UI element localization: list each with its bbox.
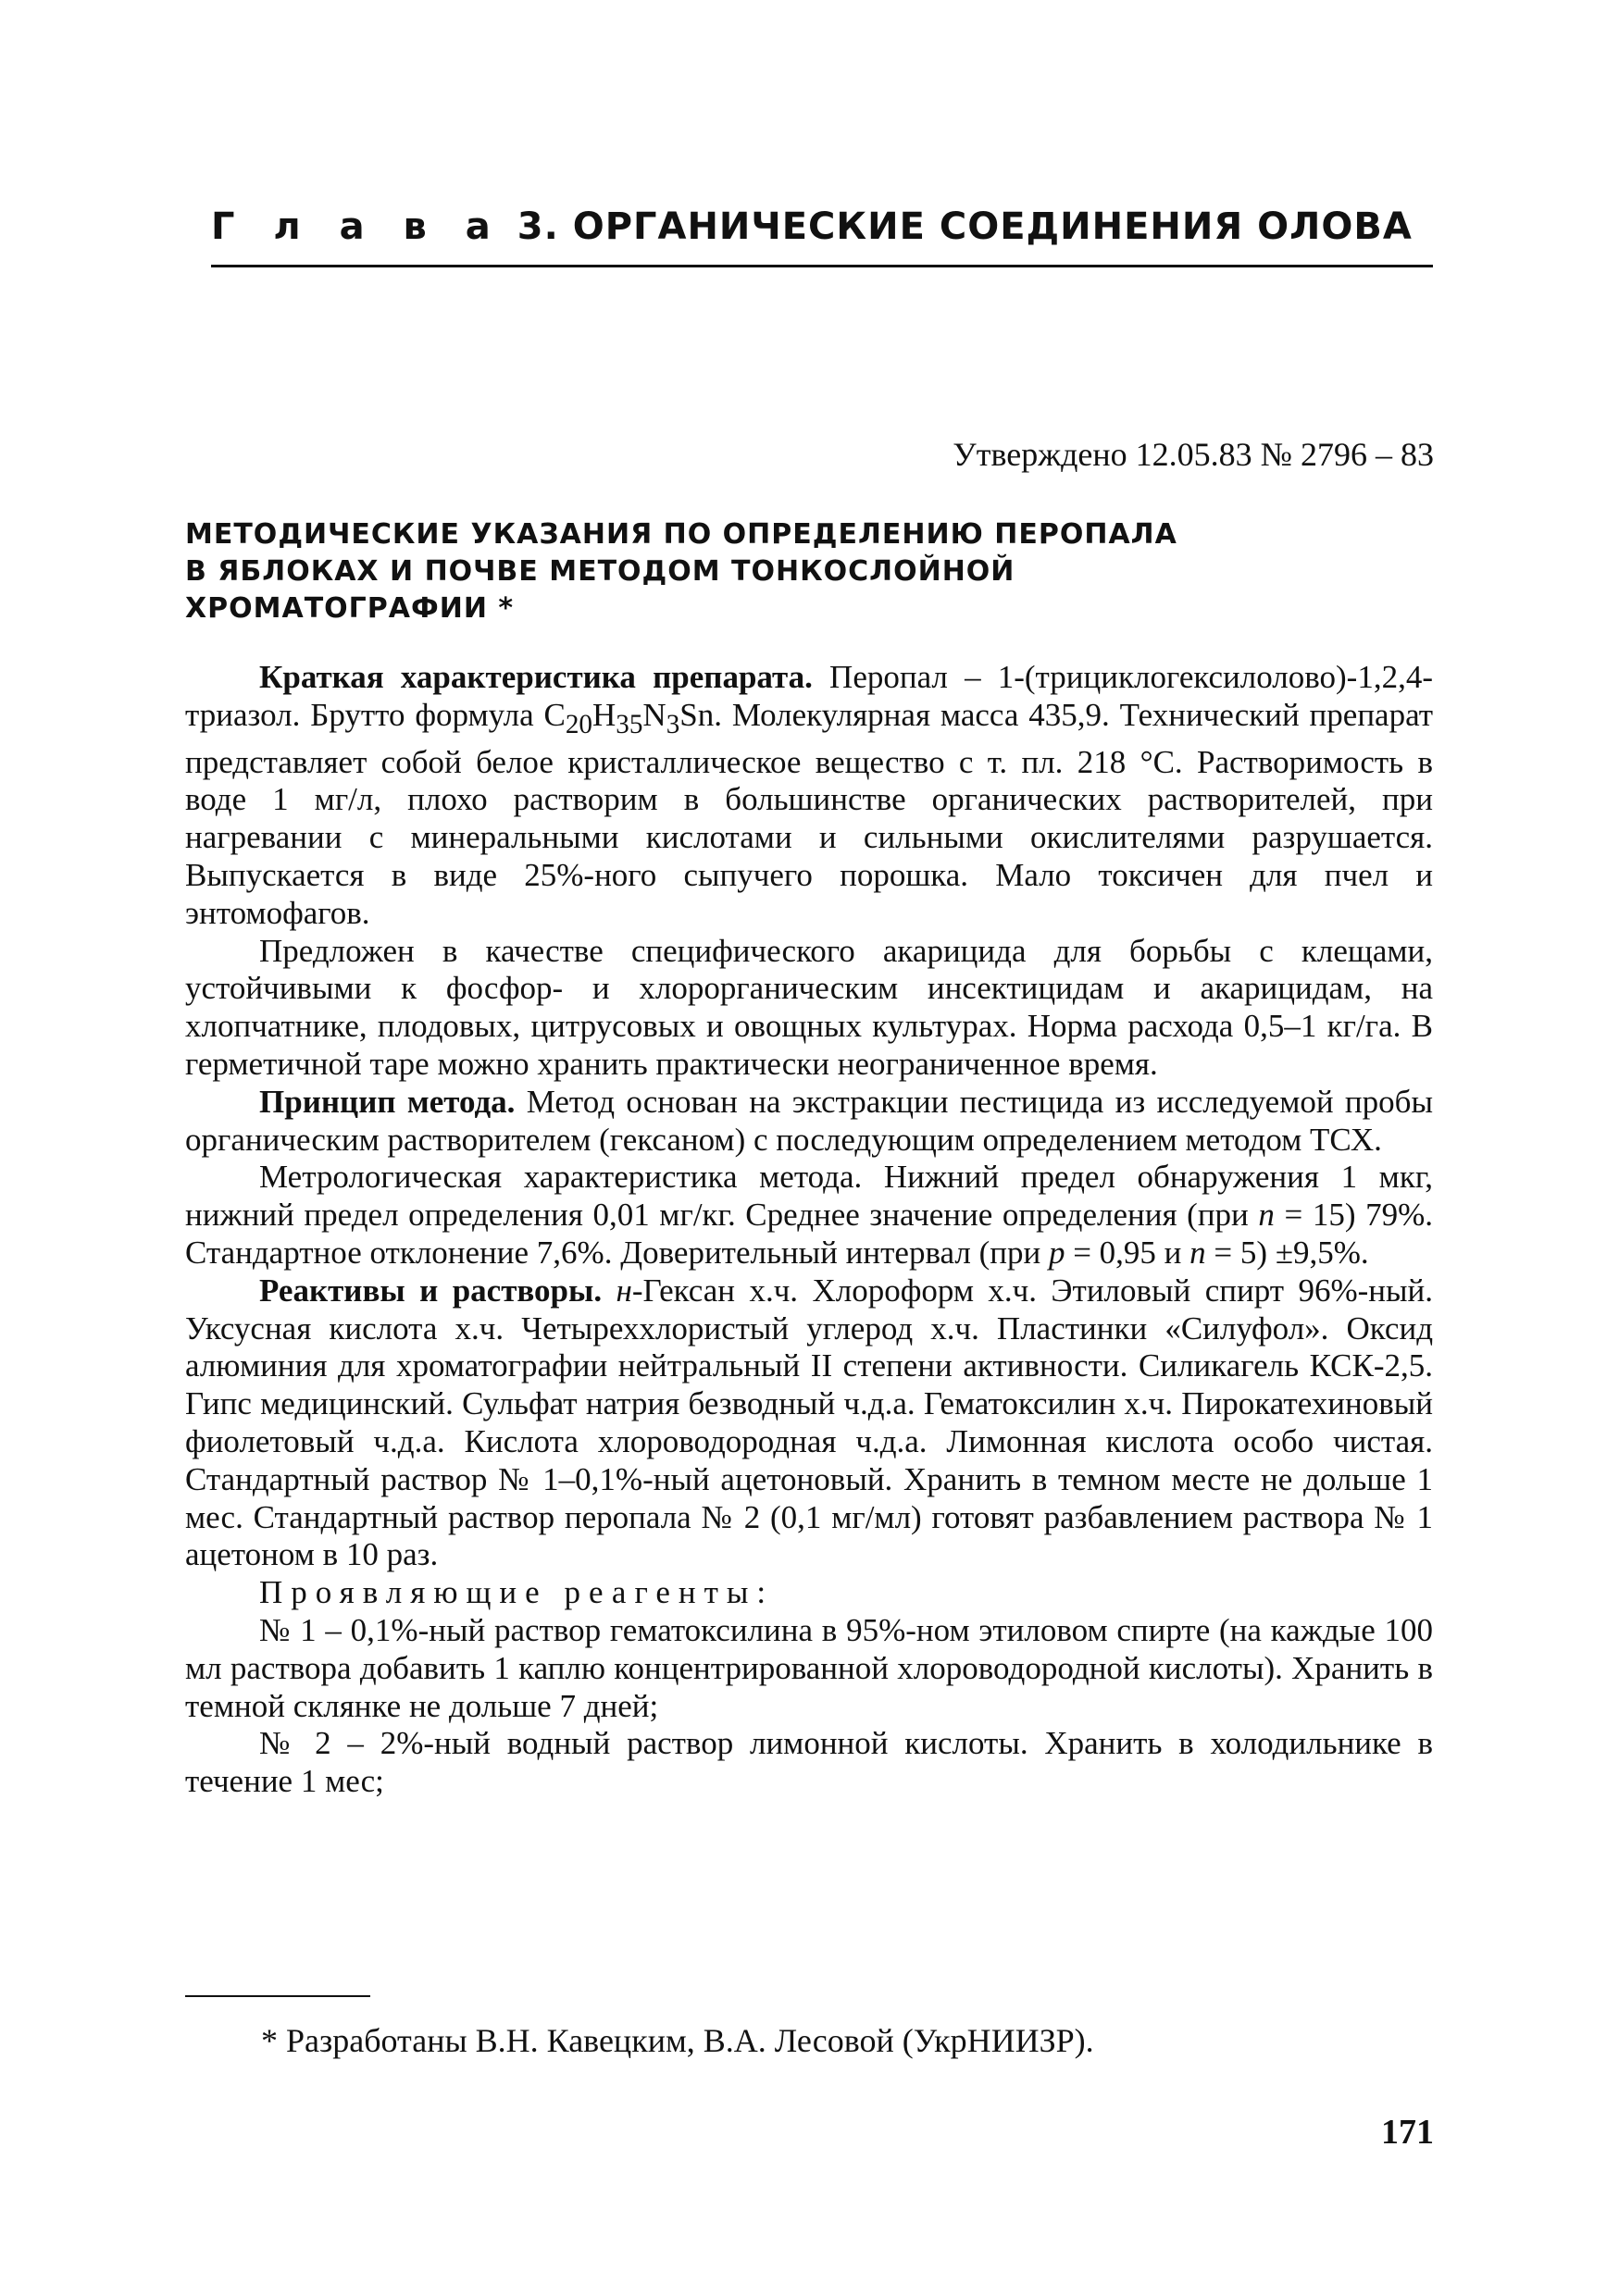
metrology-n-2: n [1189,1234,1206,1271]
formula-subscript-c: 20 [565,709,592,739]
chapter-word: Г л а в а [211,205,504,248]
principle-text: Метод основан на экстракции пестицида из исследуемой пробы органическим растворителем (гексаном) с последующим определением методом ТСХ. [185,1083,1433,1158]
paragraph-reagent-1: № 1 – 0,1%-ный раствор гематоксилина в 95%-ном этиловом спирте (на каждые 100 мл раствора добавить 1 каплю концентрированной хлороводородной кислоты). Хранить в темной склянке не дольше 7 дней; [185,1611,1433,1724]
metrology-text-2: = 15) 79%. Стандартное отклонение 7,6%. Доверительный интервал (при [185,1197,1433,1271]
characteristics-text-2: H [592,696,616,733]
reagents-text: -Гексан х.ч. Хлороформ х.ч. Этиловый спирт 96%-ный. Уксусная кислота х.ч. Четыреххлористый углерод х.ч. Пластинки «Силуфол». Оксид алюминия для хроматографии нейтральный II степени активности. Силикагель КСК-2,5. Гипс медицинский. Сульфат натрия безводный ч.д.а. Гематоксилин х.ч. Пирокатехиновый фиолетовый ч.д.а. Кислота хлороводородная ч.д.а. Лимонная кислота особо чистая. Стандартный раствор № 1–0,1%-ный ацетоновый. Хранить в темном месте не дольше 1 мес. Стандартный раствор перопала № 2 (0,1 мг/мл) готовят разбавлением раствора № 1 ацетоном в 10 раз. [185,1272,1433,1573]
approval-line: Утверждено 12.05.83 № 2796 – 83 [953,436,1434,473]
formula-subscript-n: 3 [666,709,680,739]
footnote-rule [185,1995,370,1997]
paragraph-reagent-2: № 2 – 2%-ный водный раствор лимонной кислоты. Хранить в холодильнике в течение 1 мес; [185,1725,1433,1800]
reagents-n-prefix: н [616,1272,632,1309]
paragraph-principle [185,1084,1433,1160]
title-line-2: В ЯБЛОКАХ И ПОЧВЕ МЕТОДОМ ТОНКОСЛОЙНОЙ [185,555,1015,588]
characteristics-text-1: Перопал – 1-(трициклогексилолово)-1,2,4-триазол. Брутто формула C [185,659,1433,733]
metrology-text-1: Нижний предел обнаружения 1 мкг, нижний предел определения 0,01 мг/кг. Среднее значение определения (при [185,1159,1433,1234]
characteristics-text-3: N [642,696,666,733]
developing-reagents-label: Проявляющие реагенты: [259,1574,775,1611]
characteristics-lead: Краткая характеристика препарата. [259,659,813,695]
metrology-lead: Метрологическая характеристика метода. [259,1159,863,1196]
formula-subscript-h: 35 [616,709,643,739]
paragraph-reagents [185,1272,1433,1574]
body-text [185,659,1433,1801]
header-rule [211,265,1433,267]
metrology-n-1: n [1258,1197,1275,1234]
reagents-lead: Реактивы и растворы. [259,1272,603,1309]
paragraph-developing-reagents [185,1574,1433,1612]
metrology-p: p [1048,1234,1065,1271]
chapter-title: 3. ОРГАНИЧЕСКИЕ СОЕДИНЕНИЯ ОЛОВА [517,205,1413,248]
metrology-text-3: = 0,95 и [1065,1234,1190,1271]
paragraph-usage: Предложен в качестве специфического акарицида для борьбы с клещами, устойчивыми к фосфор- и хлорорганическим инсектицидам и акарицидам, на хлопчатнике, плодовых, цитрусовых и овощных культурах. Норма расхода 0,5–1 кг/га. В герметичной таре можно хранить практически неограниченное время. [185,932,1433,1082]
paragraph-characteristics [185,659,1433,933]
chapter-header [211,205,1433,248]
paragraph-metrology [185,1159,1433,1272]
characteristics-text-4: Sn. Молекулярная масса 435,9. Технический препарат представляет собой белое кристаллическое вещество с т. пл. 218 °С. Растворимость в воде 1 мг/л, плохо растворим в большинстве органических растворителей, при нагревании с минеральными кислотами и сильными окислителями разрушается. Выпускается в виде 25%-ного сыпучего порошка. Мало токсичен для пчел и энтомофагов. [185,696,1434,931]
title-line-3: ХРОМАТОГРАФИИ * [185,592,515,625]
principle-lead: Принцип метода. [259,1083,516,1120]
footnote: * Разработаны В.Н. Кавецким, В.А. Лесовой (УкрНИИЗР). [261,2022,1094,2059]
metrology-text-4: = 5) ±9,5%. [1205,1234,1369,1271]
document-title [185,516,1203,627]
title-line-1: МЕТОДИЧЕСКИЕ УКАЗАНИЯ ПО ОПРЕДЕЛЕНИЮ ПЕРОПАЛА [185,518,1177,551]
page-number: 171 [1381,2113,1434,2152]
